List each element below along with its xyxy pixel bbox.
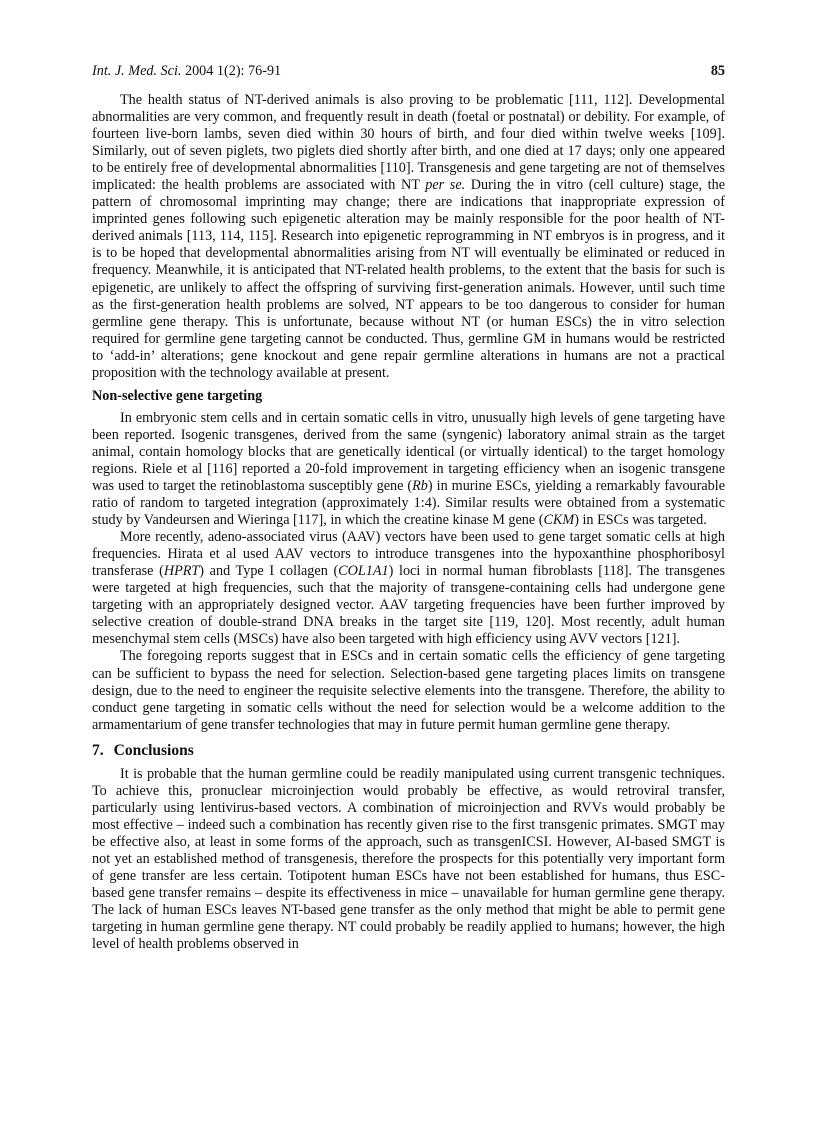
page <box>92 62 725 953</box>
text-run: ) in murine ESCs, yielding a remarkably favourable ratio of random to targeted integration (approximately 1:4). Similar results were obtained from a systematic study by Vandeursen and Wieringa [117], in which the creatine kinase M gene ( <box>92 477 725 529</box>
text-run: During the in vitro (cell culture) stage, the pattern of chromosomal imprinting may change; there are indications that inappropriate expression of imprinted genes following such epigenetic alteration may be mainly responsible for the poor health of NT-derived animals [113, 114, 115]. Research into epigenetic reprogramming in NT embryos is in progress, and it is to be hoped that developmental abnormalities arising from NT will eventually be eliminated or reduced in frequency. Meanwhile, it is anticipated that NT-related health problems, to the extent that the basis for such is epigenetic, are unlikely to affect the offspring of surviving first-generation animals. However, until such time as the first-generation health problems are solved, NT appears to be too dangerous to consider for human germline gene therapy. This is unfortunate, because without NT (or human ESCs) the in vitro selection required for germline gene targeting cannot be conducted. Thus, germline GM in humans would be restricted to ‘add-in’ alterations; gene knockout and gene repair germline alterations in humans are not a practical proposition with the technology available at present. <box>92 177 725 381</box>
journal-citation <box>92 62 281 80</box>
paragraph-conclusions: It is probable that the human germline could be readily manipulated using current transgenic techniques. To achieve this, pronuclear microinjection would probably be effective, as would retroviral transfer, particularly using lentivirus-based vectors. A combination of microinjection and RVVs would probably be most effective – indeed such a combination has recently given rise to the first transgenic primates. SMGT may be effective also, at least in some forms of the approach, such as transgenICSI. However, AI-based SMGT is not yet an established method of transgenesis, therefore the prospects for this potentially very important form of gene transfer are less certain. Totipotent human ESCs have not been established for humans, thus ESC-based gene transfer remains – despite its effectiveness in mice – unavailable for human germline gene therapy. The lack of human ESCs leaves NT-based gene transfer as the only method that might be able to permit gene targeting in human germline gene therapy. NT could probably be readily applied to humans; however, the high level of health problems observed in <box>92 765 725 953</box>
text-run-italic: Rb <box>412 477 428 494</box>
journal-volume-pages: 2004 1(2): 76-91 <box>184 63 282 79</box>
running-header <box>92 62 725 80</box>
paragraph-isogenic-transgenes <box>92 410 725 529</box>
text-run-italic: CKM <box>543 512 575 529</box>
text-run: More recently, adeno-associated virus (AAV) vectors have been used to gene target somatic cells at high frequencies. Hirata et al used AAV vectors to introduce transgenes into the hypoxanthine phosphoribosyl transferase ( <box>92 529 725 580</box>
section-heading-nonselective: Non-selective gene targeting <box>92 387 263 404</box>
text-run: In embryonic stem cells and in certain somatic cells in vitro, unusually high levels of gene targeting have been reported. Isogenic transgenes, derived from the same (syngenic) laboratory animal strain as the target animal, contain homology blocks that are genetically identical (or virtually identical) to the target homology regions. Riele et al [116] reported a 20-fold improvement in targeting efficiency when an isogenic transgene was used to target the retinoblastoma susceptibly gene ( <box>92 409 725 494</box>
paragraph-aav-vectors <box>92 529 725 648</box>
text-run: ) and Type I collagen ( <box>199 563 339 580</box>
text-run: ) in ESCs was targeted. <box>574 512 707 529</box>
section-heading-conclusions <box>92 741 725 760</box>
text-run-italic: HPRT <box>163 563 200 580</box>
section-title: Conclusions <box>113 741 194 759</box>
text-run: The health status of NT-derived animals is also proving to be problematic [111, 112]. Developmental abnormalities are very common, and frequently result in death (foetal or postnatal) or debility. For example, of fourteen live-born lambs, seven died within 30 hours of birth, and four died within twelve weeks [109]. Similarly, out of seven piglets, two piglets died shortly after birth, and one died at 17 days; only one appeared to be entirely free of developmental abnormalities [110]. Transgenesis and gene targeting are not of themselves implicated: the health problems are associated with NT <box>92 92 725 194</box>
paragraph-nt-health <box>92 92 725 382</box>
page-number: 85 <box>710 63 725 79</box>
text-run-italic: per se. <box>425 177 466 194</box>
text-run-italic: COL1A1 <box>338 563 389 580</box>
section-number: 7. <box>92 741 104 759</box>
journal-name: Int. J. Med. Sci. <box>92 63 182 79</box>
paragraph-foregoing-reports: The foregoing reports suggest that in ESCs and in certain somatic cells the efficiency of gene targeting can be sufficient to bypass the need for selection. Selection-based gene targeting places limits on transgene design, due to the need to engineer the requisite selective elements into the transgene. Therefore, the ability to conduct gene targeting in somatic cells without the need for selection would be a welcome addition to the armamentarium of gene transfer technologies that may in future permit human germline gene therapy. <box>92 648 725 733</box>
text-run: ) loci in normal human fibroblasts [118]. The transgenes were targeted at high frequencies, such that the majority of transgene-containing cells had undergone gene targeting with an appropriately designed vector. AAV targeting frequencies have been further improved by selective creation of double-strand DNA breaks in the target site [119, 120]. Most recently, adult human mesenchymal stem cells (MSCs) have also been targeted with high efficiency using AVV vectors [121]. <box>92 563 725 648</box>
